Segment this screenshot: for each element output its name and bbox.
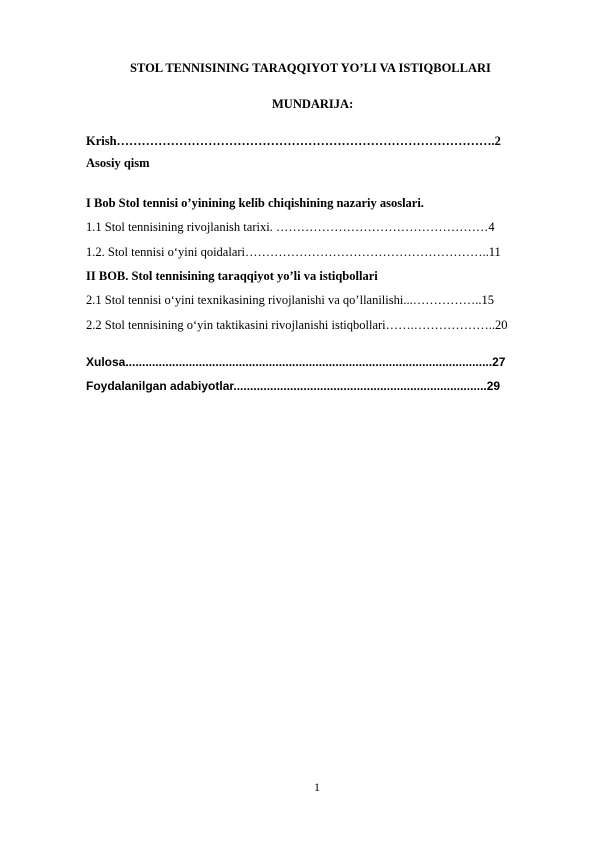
toc-section-1-1: 1.1 Stol tennisining rivojlanish tarixi. ……………………………………………4: [86, 220, 495, 234]
toc-chapter-1: I Bob Stol tennisi o’yinining kelib chiqishining nazariy asoslari.: [86, 196, 424, 210]
document-title: STOL TENNISINING TARAQQIYOT YO’LI VA ISTIQBOLLARI: [130, 61, 491, 75]
contents-heading: MUNDARIJA:: [272, 97, 354, 111]
toc-entry-adabiyotlar: Foydalanilgan adabiyotlar............................................................................29: [86, 379, 501, 393]
page-number: 1: [314, 780, 320, 794]
toc-entry-xulosa: Xulosa..............................................................................................................27: [86, 355, 506, 369]
toc-chapter-2: II BOB. Stol tennisining taraqqiyot yo’li va istiqbollari: [86, 269, 378, 283]
toc-entry-krish: Krish……………………………………………………………………………….2: [86, 134, 501, 148]
toc-section-2-1: 2.1 Stol tennisi o‘yini texnikasining rivojlanishi va qo’llanilishi...……………..15: [86, 293, 494, 307]
toc-entry-asosiy-qism: Asosiy qism: [86, 156, 150, 170]
toc-section-2-2: 2.2 Stol tennisining o‘yin taktikasini rivojlanishi istiqbollari…….………………..20: [86, 318, 508, 332]
toc-section-1-2: 1.2. Stol tennisi o‘yini qoidalari…………………………………………………..11: [86, 245, 501, 259]
